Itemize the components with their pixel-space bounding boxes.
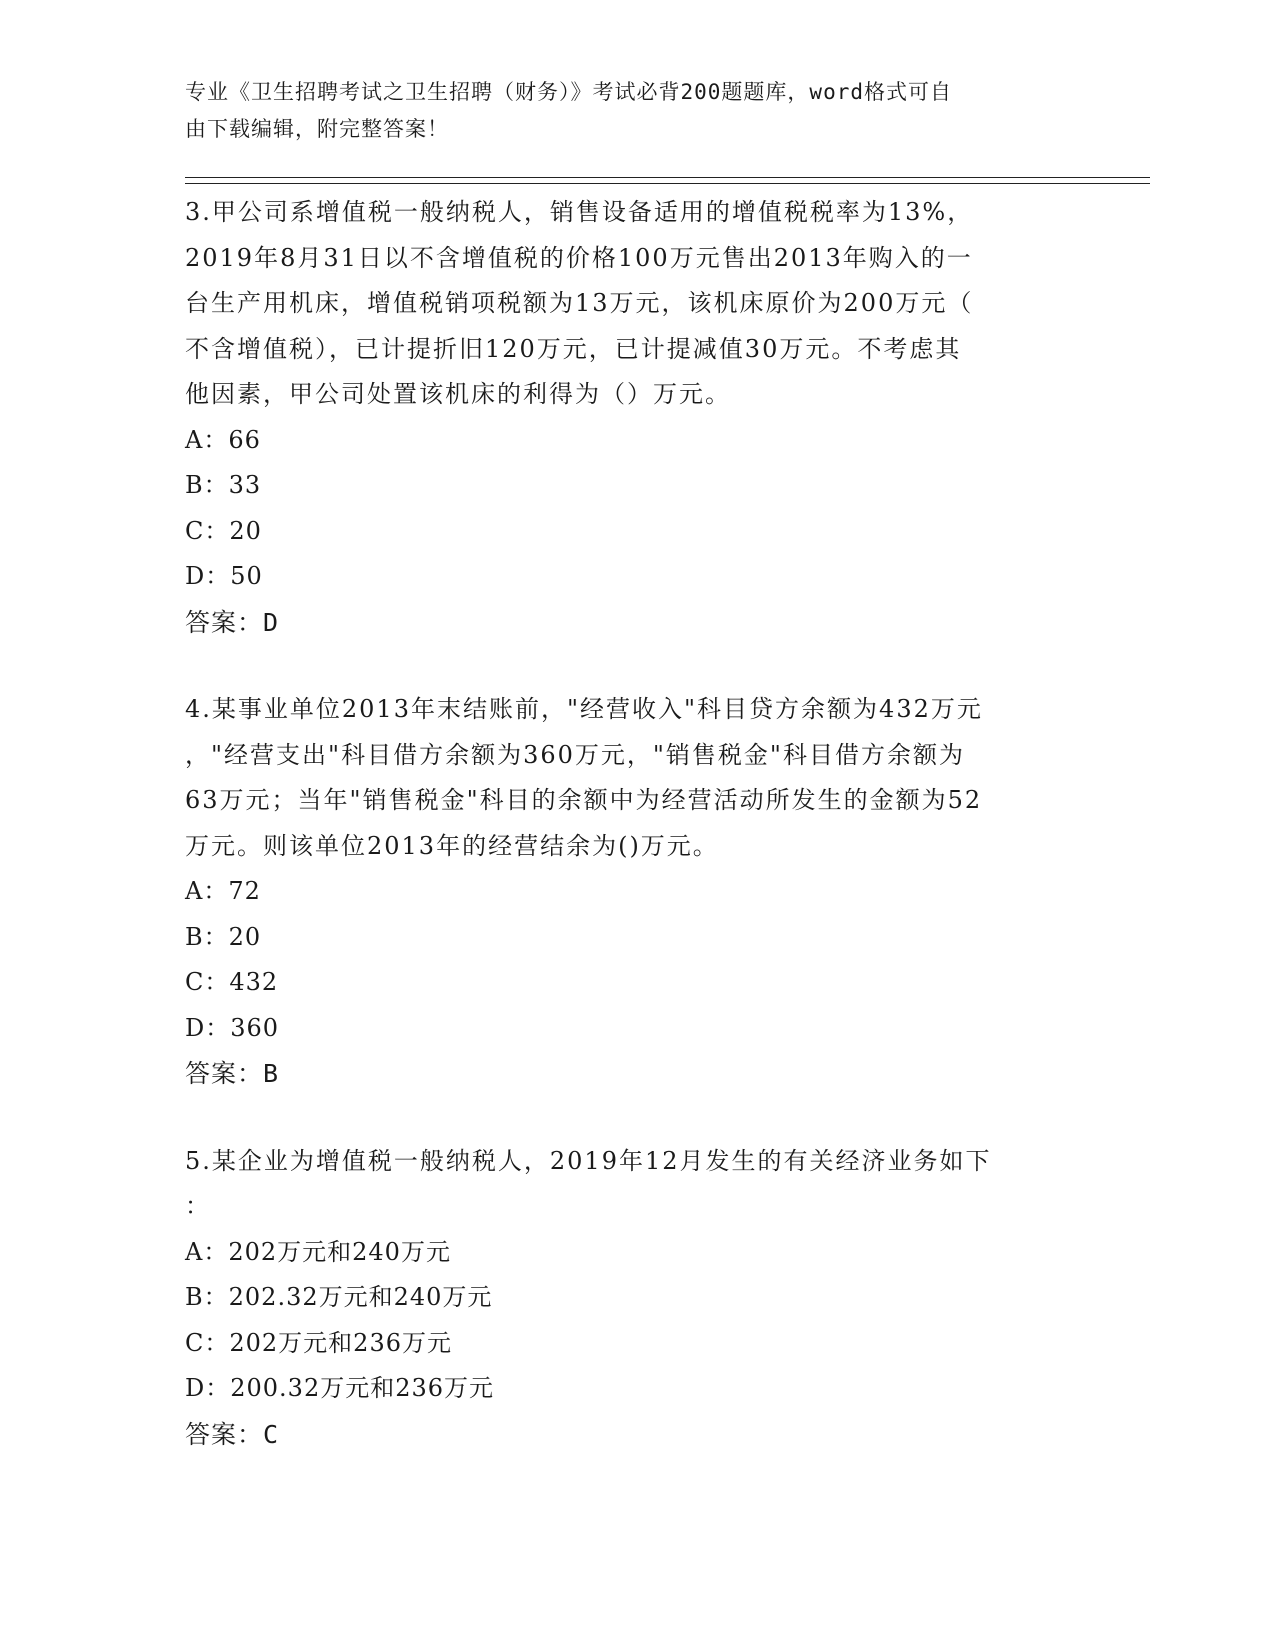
- question-4: [185, 687, 1085, 1097]
- header-line-1: 专业《卫生招聘考试之卫生招聘（财务）》考试必背200题题库，word格式可自: [185, 80, 952, 104]
- answer-line: 答案：B: [185, 1059, 280, 1088]
- question-3: [185, 190, 1085, 645]
- option-c: C：20: [185, 516, 262, 545]
- option-c: C：202万元和236万元: [185, 1328, 452, 1357]
- document-header: [185, 74, 1065, 148]
- question-5: [185, 1139, 1085, 1458]
- header-divider-top: [185, 177, 1150, 178]
- option-b: B：202.32万元和240万元: [185, 1283, 493, 1311]
- option-d: D：360: [185, 1013, 280, 1042]
- option-d: D：200.32万元和236万元: [185, 1374, 495, 1402]
- option-b: B：20: [185, 922, 262, 951]
- answer-line: 答案：C: [185, 1419, 280, 1449]
- header-line-2: 由下载编辑，附完整答案！: [185, 117, 449, 141]
- header-divider-bottom: [185, 183, 1150, 184]
- option-d: D：50: [185, 562, 263, 590]
- option-b: B：33: [185, 471, 262, 499]
- question-stem: 3.甲公司系增值税一般纳税人，销售设备适用的增值税税率为13%， 2019年8月31日以不含增值税的价格100万元售出2013年购入的一 台生产用机床，增值税销项税额为13万元，该机床原价为200万元（ 不含增值税），已计提折旧120万元，已计提减值30万元。不考虑其 他因素，甲公司处置该机床的利得为（）万元。: [185, 198, 974, 408]
- answer-line: 答案：D: [185, 607, 280, 637]
- question-stem: 5.某企业为增值税一般纳税人，2019年12月发生的有关经济业务如下 ：: [185, 1146, 992, 1220]
- question-stem: 4.某事业单位2013年末结账前，"经营收入"科目贷方余额为432万元 ，"经营支出"科目借方余额为360万元，"销售税金"科目借方余额为 63万元；当年"销售税金"科目的余额中为经营活动所发生的金额为52 万元。则该单位2013年的经营结余为()万元。: [185, 695, 983, 860]
- question-list: [185, 190, 1085, 1499]
- option-a: A：202万元和240万元: [185, 1237, 451, 1266]
- option-c: C：432: [185, 968, 279, 996]
- option-a: A：72: [185, 877, 261, 905]
- option-a: A：66: [185, 425, 261, 454]
